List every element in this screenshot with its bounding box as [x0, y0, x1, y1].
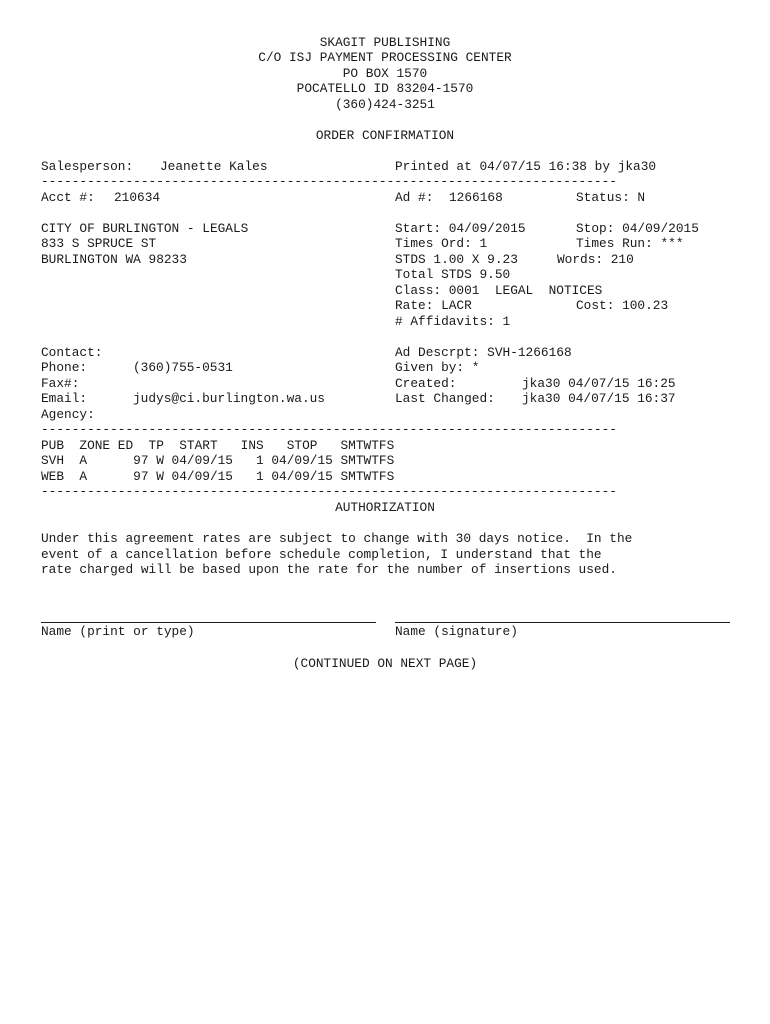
times-run: Times Run: ***: [576, 236, 684, 251]
salesperson-name: Jeanette Kales: [160, 159, 268, 174]
times-ordered: Times Ord: 1: [395, 236, 488, 251]
status: Status: N: [576, 190, 646, 205]
acct-number: 210634: [114, 190, 161, 205]
divider-line: ---------------------------------------------------------------------------: [41, 484, 617, 499]
contact-label: Contact:: [41, 345, 103, 360]
given-by: Given by: *: [395, 360, 480, 375]
total-stds: Total STDS 9.50: [395, 267, 511, 282]
name-print-label: Name (print or type): [41, 624, 195, 639]
print-name-line: [41, 622, 376, 623]
pub-table-header: PUB ZONE ED TP START INS STOP SMTWTFS: [41, 438, 395, 453]
word-count: Words: 210: [557, 252, 634, 267]
class: Class: 0001 LEGAL NOTICES: [395, 283, 603, 298]
agency-label: Agency:: [41, 407, 95, 422]
salesperson-label: Salesperson:: [41, 159, 134, 174]
city-state-zip-line: POCATELLO ID 83204-1570: [296, 81, 474, 96]
company-phone: (360)424-3251: [335, 97, 435, 112]
contact-phone: (360)755-0531: [133, 360, 233, 375]
fax-label: Fax#:: [41, 376, 80, 391]
created-label: Created:: [395, 376, 457, 391]
company-name: SKAGIT PUBLISHING: [319, 35, 451, 50]
authorization-text-line: rate charged will be based upon the rate for the number of insertions used.: [41, 562, 617, 577]
authorization-text-line: event of a cancellation before schedule completion, I understand that the: [41, 547, 602, 562]
last-changed-value: jka30 04/07/15 16:37: [522, 391, 676, 406]
divider-line: ---------------------------------------------------------------------------: [41, 174, 617, 189]
printed-info: Printed at 04/07/15 16:38 by jka30: [395, 159, 657, 174]
ad-label: Ad #:: [395, 190, 434, 205]
care-of-line: C/O ISJ PAYMENT PROCESSING CENTER: [258, 50, 512, 65]
po-box-line: PO BOX 1570: [342, 66, 428, 81]
last-changed-label: Last Changed:: [395, 391, 495, 406]
phone-label: Phone:: [41, 360, 88, 375]
ad-number: 1266168: [449, 190, 503, 205]
signature-line: [395, 622, 730, 623]
ad-description: Ad Descrpt: SVH-1266168: [395, 345, 572, 360]
customer-city: BURLINGTON WA 98233: [41, 252, 187, 267]
authorization-text-line: Under this agreement rates are subject to change with 30 days notice. In the: [41, 531, 633, 546]
table-row: SVH A 97 W 04/09/15 1 04/09/15 SMTWTFS: [41, 453, 395, 468]
document-title: ORDER CONFIRMATION: [315, 128, 455, 143]
cost: Cost: 100.23: [576, 298, 669, 313]
stds-size: STDS 1.00 X 9.23: [395, 252, 518, 267]
rate: Rate: LACR: [395, 298, 472, 313]
name-signature-label: Name (signature): [395, 624, 518, 639]
email-label: Email:: [41, 391, 88, 406]
created-value: jka30 04/07/15 16:25: [522, 376, 676, 391]
divider-line: ---------------------------------------------------------------------------: [41, 422, 617, 437]
customer-name: CITY OF BURLINGTON - LEGALS: [41, 221, 249, 236]
contact-email: judys@ci.burlington.wa.us: [133, 391, 325, 406]
table-row: WEB A 97 W 04/09/15 1 04/09/15 SMTWTFS: [41, 469, 395, 484]
authorization-title: AUTHORIZATION: [335, 500, 435, 515]
continued-note: (CONTINUED ON NEXT PAGE): [292, 656, 478, 671]
acct-label: Acct #:: [41, 190, 95, 205]
affidavits: # Affidavits: 1: [395, 314, 511, 329]
stop-date: Stop: 04/09/2015: [576, 221, 699, 236]
start-date: Start: 04/09/2015: [395, 221, 526, 236]
customer-street: 833 S SPRUCE ST: [41, 236, 157, 251]
